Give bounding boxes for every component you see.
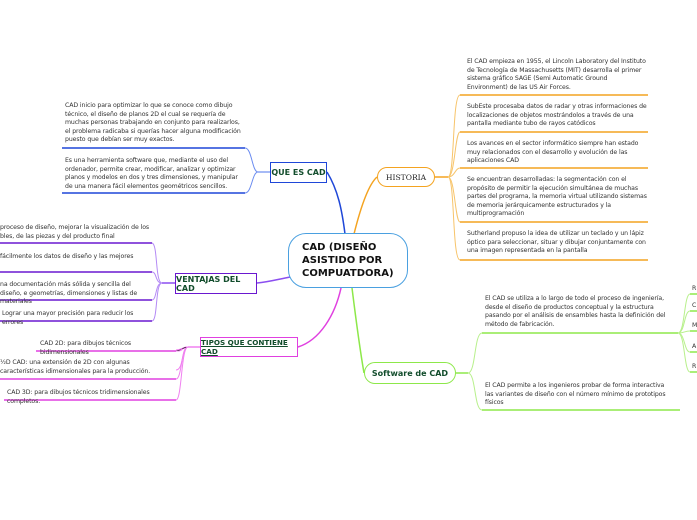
topic-ventajas-del-cad[interactable] [175, 273, 257, 294]
central-topic[interactable] [288, 233, 408, 288]
note-que-es-2[interactable]: Es una herramienta software que, mediante el uso del ordenador, permite crear, modificar, analizar y optimizar planos y modelos en dos y tres dimensiones, y manipular de una manera fácil elementos geométricos sencillos. [65, 157, 238, 190]
central-topic-line1: CAD (DISEÑO [302, 242, 377, 253]
topic-label: Software de CAD [371, 368, 449, 378]
note-historia-3[interactable]: Los avances en el sector informático siempre han estado muy relacionados con el desarrollo y evolución de las aplicaciones CAD [467, 140, 639, 165]
software-subitem-3[interactable]: M [692, 322, 697, 329]
note-ventajas-1[interactable]: proceso de diseño, mejorar la visualización de los bles, de las piezas y del producto final [0, 224, 150, 240]
topic-label: HISTORIA [385, 172, 427, 182]
note-historia-5[interactable]: Sutherland propuso la idea de utilizar un teclado y un lápiz óptico para seleccionar, situar y dibujar conjuntamente con una imagen representada en la pantalla [467, 230, 646, 255]
note-historia-2[interactable]: SubEste procesaba datos de radar y otras informaciones de localizaciones de objetos mostrándolos a través de una pantalla mediante tubo de rayos catódicos [467, 103, 647, 128]
note-tipos-2[interactable]: ½D CAD: una extensión de 2D con algunas características idimensionales para la producción. [0, 359, 151, 375]
central-topic-line2: ASISTIDO POR [302, 255, 383, 266]
topic-historia[interactable] [377, 167, 435, 187]
note-historia-1[interactable]: El CAD empieza en 1955, el Lincoln Laboratory del Instituto de Tecnología de Massachusetts (MIT) desarrolla el primer sistema gráfico SAGE (Semi Automatic Ground Environment) de las US Air Forces. [467, 58, 646, 91]
note-ventajas-4[interactable]: Lograr una mayor precisión para reducir los errores [2, 310, 134, 326]
note-software-2[interactable]: El CAD permite a los ingenieros probar de forma interactiva las variantes de diseño con el número mínimo de prototipos físicos [485, 382, 666, 407]
central-topic-line3: COMPUATDORA) [302, 268, 394, 279]
note-historia-4[interactable]: Se encuentran desarrolladas: la segmentación con el propósito de permitir la ejecución simultánea de muchas partes del programa, la memoria virtual utilizando sistemas de memoria jerárquicamente estructurados y la multiprogramación [467, 176, 647, 218]
software-subitem-2[interactable]: C [692, 302, 697, 309]
topic-label: TIPOS QUE CONTIENE CAD [201, 338, 288, 356]
note-que-es-1[interactable]: CAD inicio para optimizar lo que se conoce como dibujo técnico, el diseño de planos 2D el cual se requería de muchas personas trabajando en conjunto para realizarlos, el problema radicaba si querías hacer alguna modificación puesto que debían ser muy exactos. [65, 102, 241, 144]
note-software-1[interactable]: El CAD se utiliza a lo largo de todo el proceso de ingeniería, desde el diseño de productos conceptual y la estructura pasando por el análisis de ensambles hasta la definición del método de fabricación. [485, 295, 666, 328]
software-subitem-4[interactable]: A [692, 343, 697, 350]
note-ventajas-3[interactable]: na documentación más sólida y sencilla del diseño, e geometrías, dimensiones y listas de materiales [0, 281, 138, 306]
topic-software-de-cad[interactable] [364, 362, 456, 384]
topic-label: QUE ES CAD [271, 168, 326, 177]
topic-label: VENTAJAS DEL CAD [176, 274, 241, 293]
note-ventajas-2[interactable]: fácilmente los datos de diseño y las mejores [0, 253, 134, 260]
software-subitem-5[interactable]: R [692, 363, 697, 370]
software-subitem-1[interactable]: R [692, 285, 697, 292]
topic-que-es-cad[interactable] [270, 162, 327, 183]
topic-tipos-que-contiene-cad[interactable] [200, 337, 298, 357]
note-tipos-1[interactable]: CAD 2D: para dibujos técnicos bidimensionales [40, 340, 132, 356]
note-tipos-3[interactable]: CAD 3D: para dibujos técnicos tridimensionales completos. [7, 389, 150, 405]
